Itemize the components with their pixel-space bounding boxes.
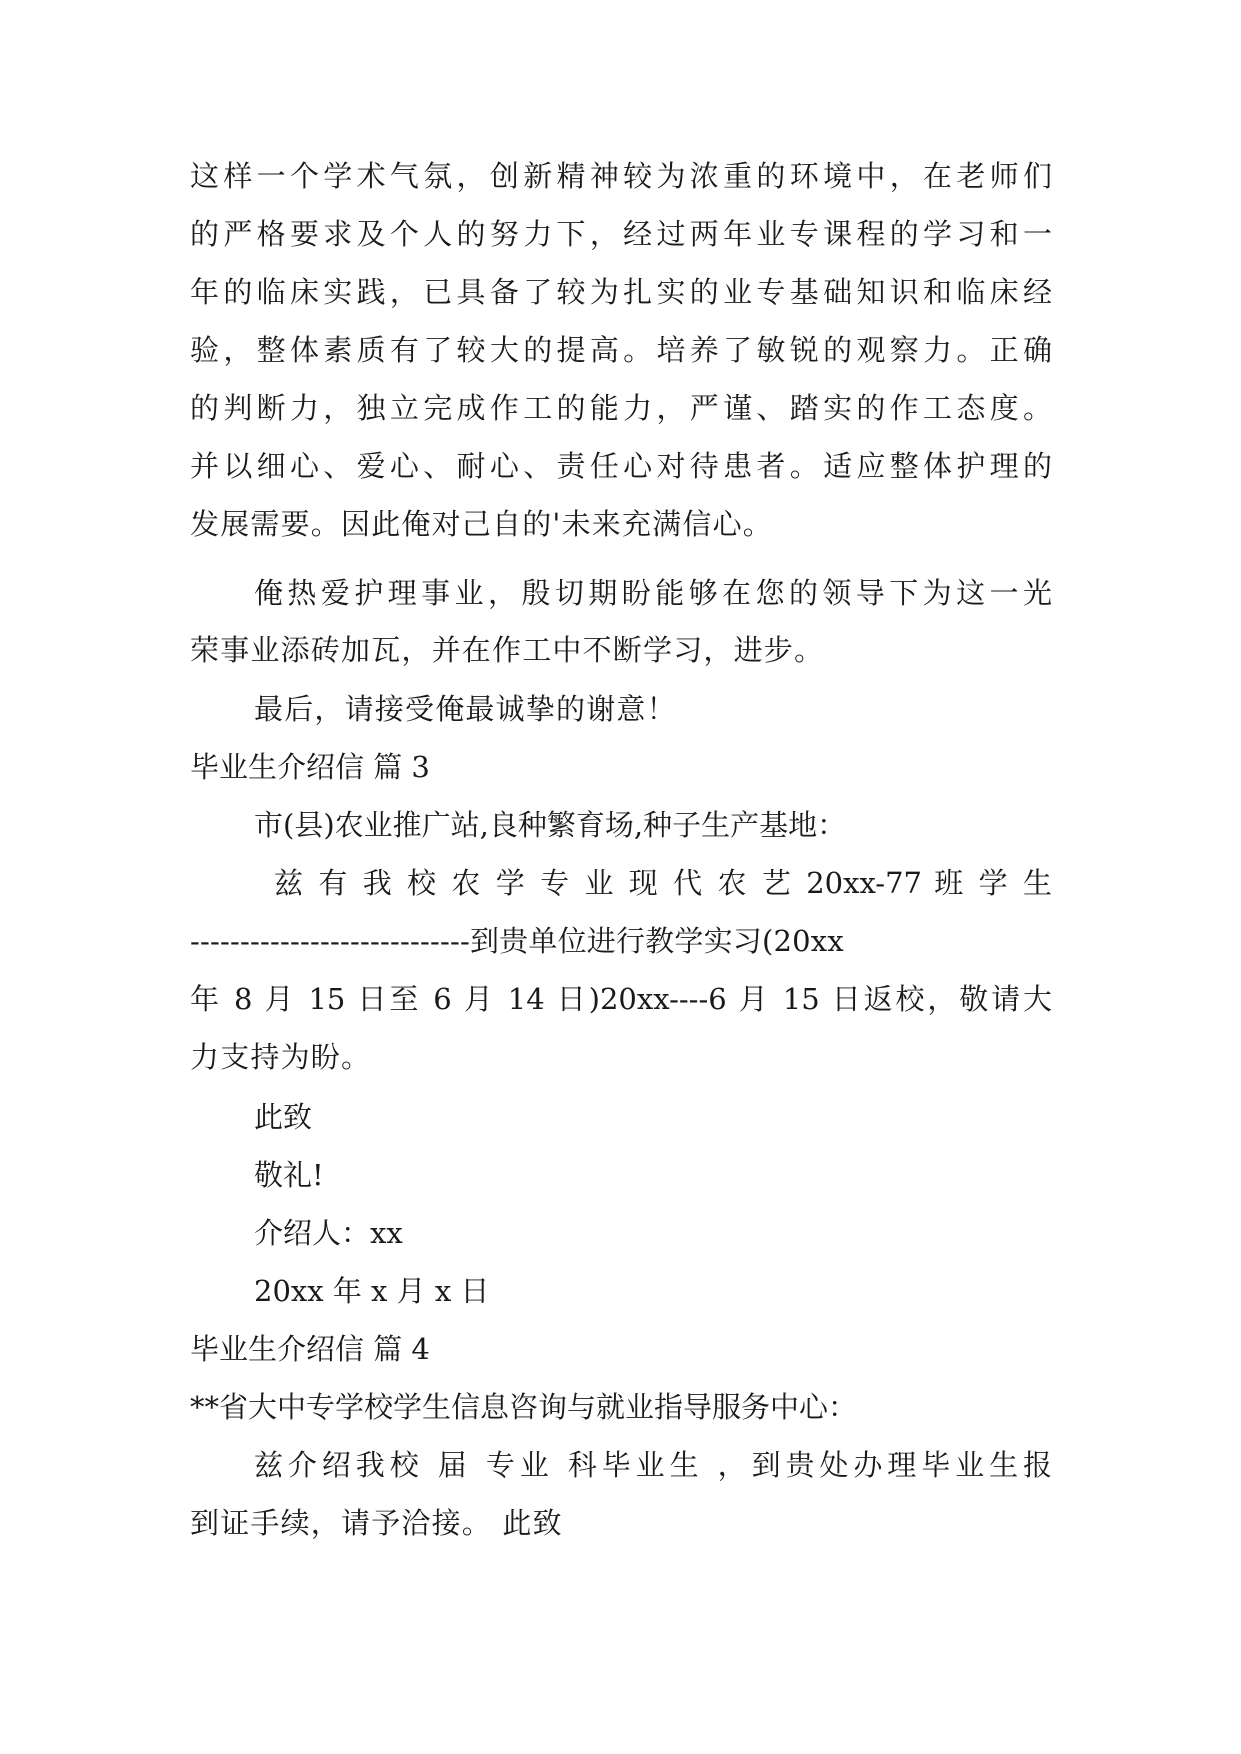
date-line: 20xx 年 x 月 x 日 <box>254 1274 490 1308</box>
body-text-line: 发展需要。因此俺对己自的'未来充满信心。 <box>190 507 773 541</box>
body-text-line: 的严格要求及个人的努力下，经过两年业专课程的学习和一 <box>190 217 1052 251</box>
introducer-line: 介绍人：xx <box>254 1216 403 1250</box>
body-text-line: 力支持为盼。 <box>190 1040 372 1074</box>
body-text-line: 兹介绍我校 届 专业 科毕业生 ，到贵处办理毕业生报 <box>254 1448 1052 1482</box>
section-heading-3: 毕业生介绍信 篇 3 <box>190 750 430 784</box>
body-text-line: 的判断力，独立完成作工的能力，严谨、踏实的作工态度。 <box>190 391 1052 425</box>
body-text-line: 这样一个学术气氛，创新精神较为浓重的环境中，在老师们 <box>190 159 1052 193</box>
section-heading-4: 毕业生介绍信 篇 4 <box>190 1332 430 1366</box>
body-text-line: 荣事业添砖加瓦，并在作工中不断学习，进步。 <box>190 633 825 667</box>
closing-thanks: 最后，请接受俺最诚挚的谢意！ <box>254 692 677 726</box>
body-text-line: 验，整体素质有了较大的提高。培养了敏锐的观察力。正确 <box>190 333 1052 367</box>
body-text-line: 俺热爱护理事业，殷切期盼能够在您的领导下为这一光 <box>254 576 1052 610</box>
closing-jing-li: 敬礼! <box>254 1158 324 1192</box>
salutation-line: 市(县)农业推广站,良种繁育场,种子生产基地： <box>254 808 847 842</box>
body-text-line: 年 8 月 15 日至 6 月 14 日)20xx----6 月 15 日返校，敬请大 <box>190 982 1052 1016</box>
salutation-line: **省大中专学校学生信息咨询与就业指导服务中心： <box>190 1390 858 1424</box>
closing-ci-zhi: 此致 <box>254 1100 313 1134</box>
body-text-line: 年的临床实践，已具备了较为扎实的业专基础知识和临床经 <box>190 275 1052 309</box>
body-text-line: 到证手续，请予洽接。 此致 <box>190 1506 563 1540</box>
body-text-line: ----------------------------到贵单位进行教学实习(20xx <box>190 924 844 958</box>
body-text-line: 兹 有 我 校 农 学 专 业 现 代 农 艺 20xx-77 班 学 生 <box>274 866 1052 900</box>
body-text-line: 并以细心、爱心、耐心、责任心对待患者。适应整体护理的 <box>190 449 1052 483</box>
